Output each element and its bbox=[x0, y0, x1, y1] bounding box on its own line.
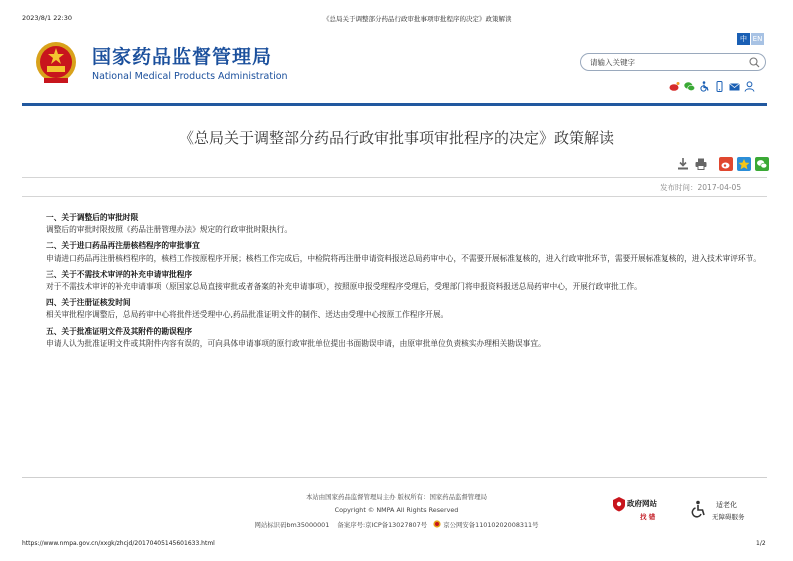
user-icon[interactable] bbox=[744, 77, 755, 88]
lang-en-button[interactable]: EN bbox=[752, 35, 763, 43]
section-heading: 二、关于进口药品再注册核档程序的审批事宜 bbox=[46, 241, 200, 251]
footer-sponsor: 本站由国家药品监督管理局主办 版权所有：国家药品监督管理局 bbox=[306, 493, 487, 501]
search-icon[interactable] bbox=[749, 57, 760, 68]
section-text: 相关审批程序调整后，总局药审中心将批件送受理中心,药品批准证明文件的制作、送达由受理中心按原工作程序开展。 bbox=[46, 310, 449, 320]
publish-date-label: 发布时间： bbox=[660, 183, 698, 192]
gov-site-badge-sub[interactable]: 找 错 bbox=[640, 513, 656, 521]
share-tools bbox=[719, 156, 769, 170]
print-page-number: 1/2 bbox=[756, 540, 766, 547]
article-tools bbox=[676, 156, 708, 170]
footer-divider bbox=[22, 477, 767, 478]
search-box bbox=[580, 53, 766, 71]
download-icon[interactable] bbox=[676, 156, 690, 170]
site-id: 网站标识码bm35000001 bbox=[254, 521, 330, 529]
date-divider bbox=[22, 196, 767, 197]
share-wechat-icon[interactable] bbox=[755, 156, 769, 170]
accessibility-icon[interactable] bbox=[699, 77, 710, 88]
print-document-title: 《总局关于调整部分药品行政审批事项审批程序的决定》政策解读 bbox=[323, 15, 512, 23]
section-text: 申请人认为批准证明文件或其附件内容有误的，可向具体申请事项的原行政审批单位提出书面勘误申请，由原审批单位负责核实办理相关勘误事宜。 bbox=[46, 338, 546, 348]
footer-copyright: Copyright © NMPA All Rights Reserved bbox=[334, 506, 459, 514]
footer-registration bbox=[0, 520, 793, 529]
print-datetime: 2023/8/1 22:30 bbox=[22, 14, 72, 22]
share-weibo-icon[interactable] bbox=[719, 156, 733, 170]
accessibility-title[interactable]: 适老化 bbox=[716, 501, 737, 509]
police-badge-icon bbox=[433, 520, 441, 528]
wechat-icon[interactable] bbox=[684, 77, 695, 88]
section-heading: 五、关于批准证明文件及其附件的勘误程序 bbox=[46, 326, 193, 336]
search-input[interactable] bbox=[590, 56, 740, 68]
section-heading: 三、关于不需技术审评的补充申请审批程序 bbox=[46, 269, 193, 279]
weibo-icon[interactable] bbox=[669, 77, 680, 88]
print-url: https://www.nmpa.gov.cn/xxgk/zhcjd/20170405145601633.html bbox=[22, 540, 215, 547]
gov-site-error-icon[interactable] bbox=[612, 496, 626, 512]
icp-record-link[interactable]: 备案序号:京ICP备13027807号 bbox=[337, 521, 428, 529]
mail-icon[interactable] bbox=[729, 77, 740, 88]
elderly-accessibility-icon[interactable] bbox=[690, 500, 708, 518]
title-divider bbox=[22, 177, 767, 178]
section-text: 调整后的审批时限按照《药品注册管理办法》规定的行政审批时限执行。 bbox=[46, 225, 293, 235]
article-body bbox=[46, 212, 768, 350]
gov-site-badge-title[interactable]: 政府网站 bbox=[627, 499, 657, 508]
print-icon[interactable] bbox=[694, 156, 708, 170]
mobile-icon[interactable] bbox=[714, 77, 725, 88]
header-divider-bar bbox=[22, 103, 767, 106]
publish-date-value: 2017-04-05 bbox=[697, 183, 742, 192]
site-name-en[interactable]: National Medical Products Administration bbox=[92, 71, 288, 82]
national-emblem-icon[interactable] bbox=[32, 40, 80, 86]
section-heading: 四、关于注册证核发时间 bbox=[46, 298, 131, 308]
section-text: 对于不需技术审评的补充申请事项（原国家总局直接审批或者备案的补充申请事项），按照原申报受理程序受理后，受理部门将申报资料报送总局药审中心，开展行政审批工作。 bbox=[46, 282, 642, 292]
section-text: 申请进口药品再注册核档程序的，核档工作按原程序开展；核档工作完成后，中检院将再注册申请资料报送总局药审中心，不需要开展标准复核的，进入行政审批环节，需要开展标准复核的，进入技术审评环节。 bbox=[46, 253, 761, 263]
accessibility-sub[interactable]: 无障碍服务 bbox=[712, 513, 745, 521]
publish-date bbox=[660, 182, 741, 193]
police-record-link[interactable]: 京公网安备11010202008311号 bbox=[443, 521, 539, 529]
article-title: 《总局关于调整部分药品行政审批事项审批程序的决定》政策解读 bbox=[178, 129, 614, 147]
share-qzone-icon[interactable] bbox=[737, 156, 751, 170]
lang-zh-button[interactable]: 中 bbox=[737, 33, 750, 45]
header-icon-row bbox=[669, 77, 755, 88]
site-name-cn[interactable]: 国家药品监督管理局 bbox=[92, 46, 273, 68]
section-heading: 一、关于调整后的审批时限 bbox=[46, 213, 139, 222]
